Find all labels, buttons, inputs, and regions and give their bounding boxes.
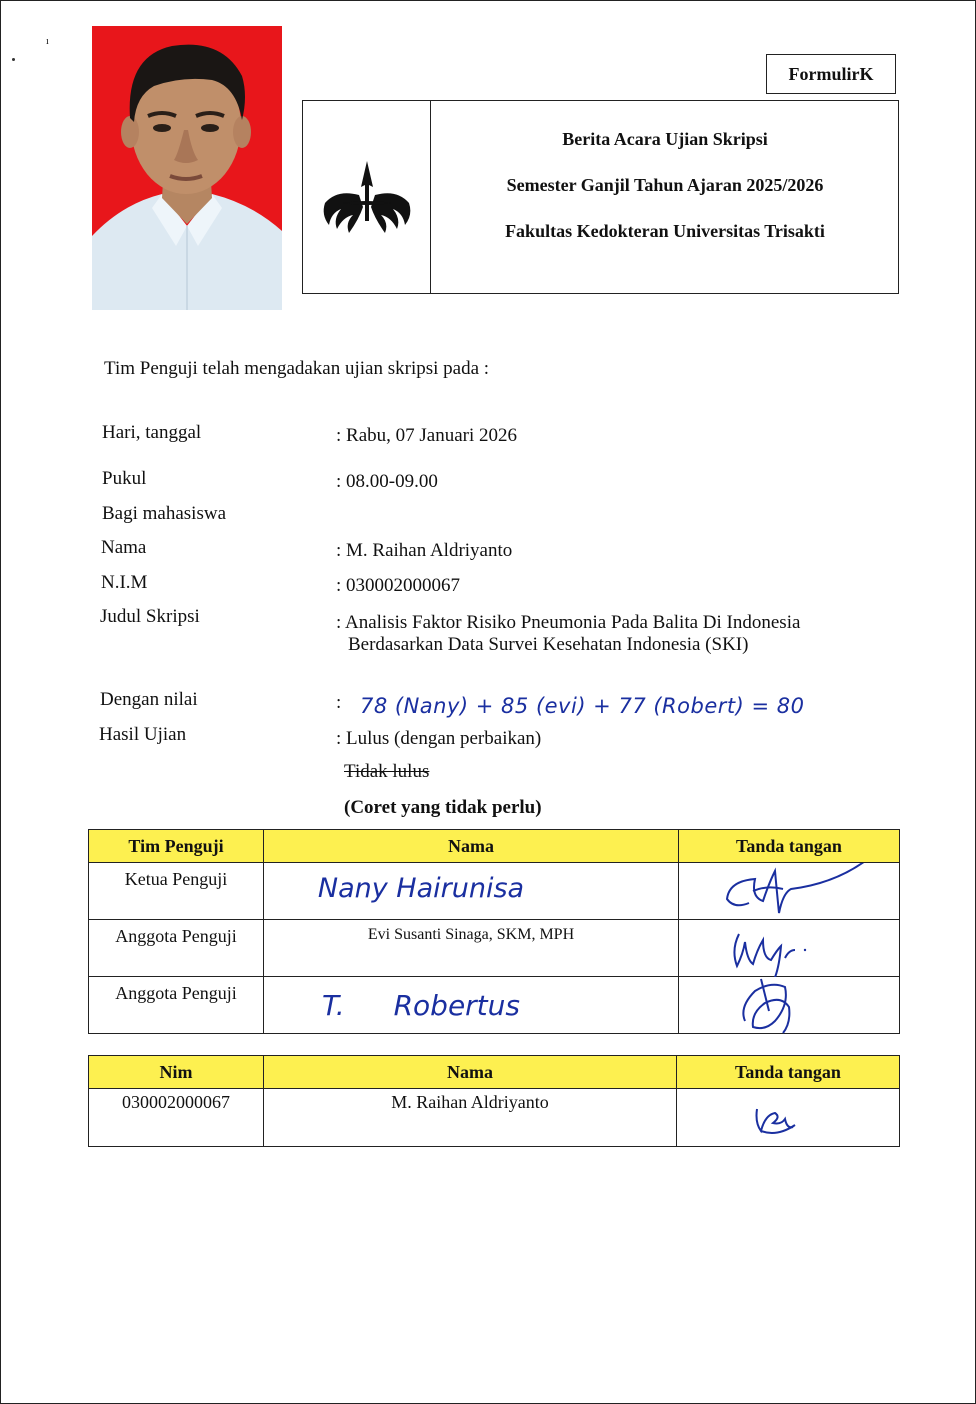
trisakti-logo-icon	[319, 159, 415, 235]
name-handwritten: T. Robertus	[322, 989, 520, 1022]
signature-cell	[679, 863, 900, 920]
nama-value: : M. Raihan Aldriyanto	[336, 540, 513, 561]
hari-label: Hari, tanggal	[102, 422, 202, 443]
nim-label: N.I.M	[101, 572, 148, 593]
logo-cell	[303, 101, 431, 293]
examiners-table	[88, 829, 900, 1034]
col-nama: Nama	[264, 830, 679, 863]
col-tanda-tangan: Tanda tangan	[679, 830, 900, 863]
hasil-label: Hasil Ujian	[99, 724, 187, 745]
form-code: FormulirK	[766, 54, 896, 94]
header-line-3: Fakultas Kedokteran Universitas Trisakti	[505, 221, 825, 241]
header-box	[302, 100, 899, 294]
hasil-struck: Tidak lulus	[344, 761, 430, 782]
judul-label: Judul Skripsi	[100, 606, 200, 627]
col-nama: Nama	[264, 1056, 677, 1089]
intro-text: Tim Penguji telah mengadakan ujian skripsi pada :	[104, 358, 490, 379]
pukul-value: : 08.00-09.00	[336, 471, 438, 492]
header-line-2: Semester Ganjil Tahun Ajaran 2025/2026	[506, 175, 824, 195]
role-cell: Anggota Penguji	[89, 920, 264, 977]
role-cell: Ketua Penguji	[89, 863, 264, 920]
bagi-label: Bagi mahasiswa	[102, 503, 227, 524]
signature-cell	[677, 1089, 900, 1147]
nim-value: : 030002000067	[336, 575, 461, 596]
coret-note: (Coret yang tidak perlu)	[344, 797, 542, 818]
signature-icon	[677, 1089, 901, 1147]
nilai-colon: :	[336, 692, 342, 713]
student-table	[88, 1055, 900, 1147]
signature-cell	[679, 977, 900, 1034]
judul-value-line1: : Analisis Faktor Risiko Pneumonia Pada Balita Di Indonesia	[336, 612, 801, 633]
scan-mark: ı	[46, 36, 49, 47]
name-cell-handwritten	[264, 977, 679, 1034]
nim-cell: 030002000067	[89, 1089, 264, 1147]
student-photo	[92, 26, 282, 310]
name-cell-handwritten	[264, 863, 679, 920]
col-tanda-tangan: Tanda tangan	[677, 1056, 900, 1089]
pukul-label: Pukul	[102, 468, 147, 489]
table-row	[89, 1089, 900, 1147]
judul-value-line2: Berdasarkan Data Survei Kesehatan Indonesia (SKI)	[348, 634, 749, 655]
nama-label: Nama	[101, 537, 147, 558]
nilai-label: Dengan nilai	[100, 689, 198, 710]
table-row	[89, 977, 900, 1034]
hari-value: : Rabu, 07 Januari 2026	[336, 425, 518, 446]
header-title	[432, 101, 898, 293]
signature-cell	[679, 920, 900, 977]
scan-dot	[12, 58, 15, 61]
table-row	[89, 920, 900, 977]
name-cell: Evi Susanti Sinaga, SKM, MPH	[264, 920, 679, 977]
role-cell: Anggota Penguji	[89, 977, 264, 1034]
signature-icon	[679, 863, 901, 920]
table-row	[89, 863, 900, 920]
nilai-handwritten: 78 (Nany) + 85 (evi) + 77 (Robert) = 80	[360, 694, 805, 718]
hasil-value: : Lulus (dengan perbaikan)	[336, 728, 542, 749]
signature-icon	[679, 920, 901, 977]
name-handwritten: Nany Hairunisa	[317, 873, 525, 904]
col-nim: Nim	[89, 1056, 264, 1089]
col-tim-penguji: Tim Penguji	[89, 830, 264, 863]
name-cell: M. Raihan Aldriyanto	[264, 1089, 677, 1147]
header-line-1: Berita Acara Ujian Skripsi	[562, 129, 768, 149]
signature-icon	[679, 977, 901, 1034]
